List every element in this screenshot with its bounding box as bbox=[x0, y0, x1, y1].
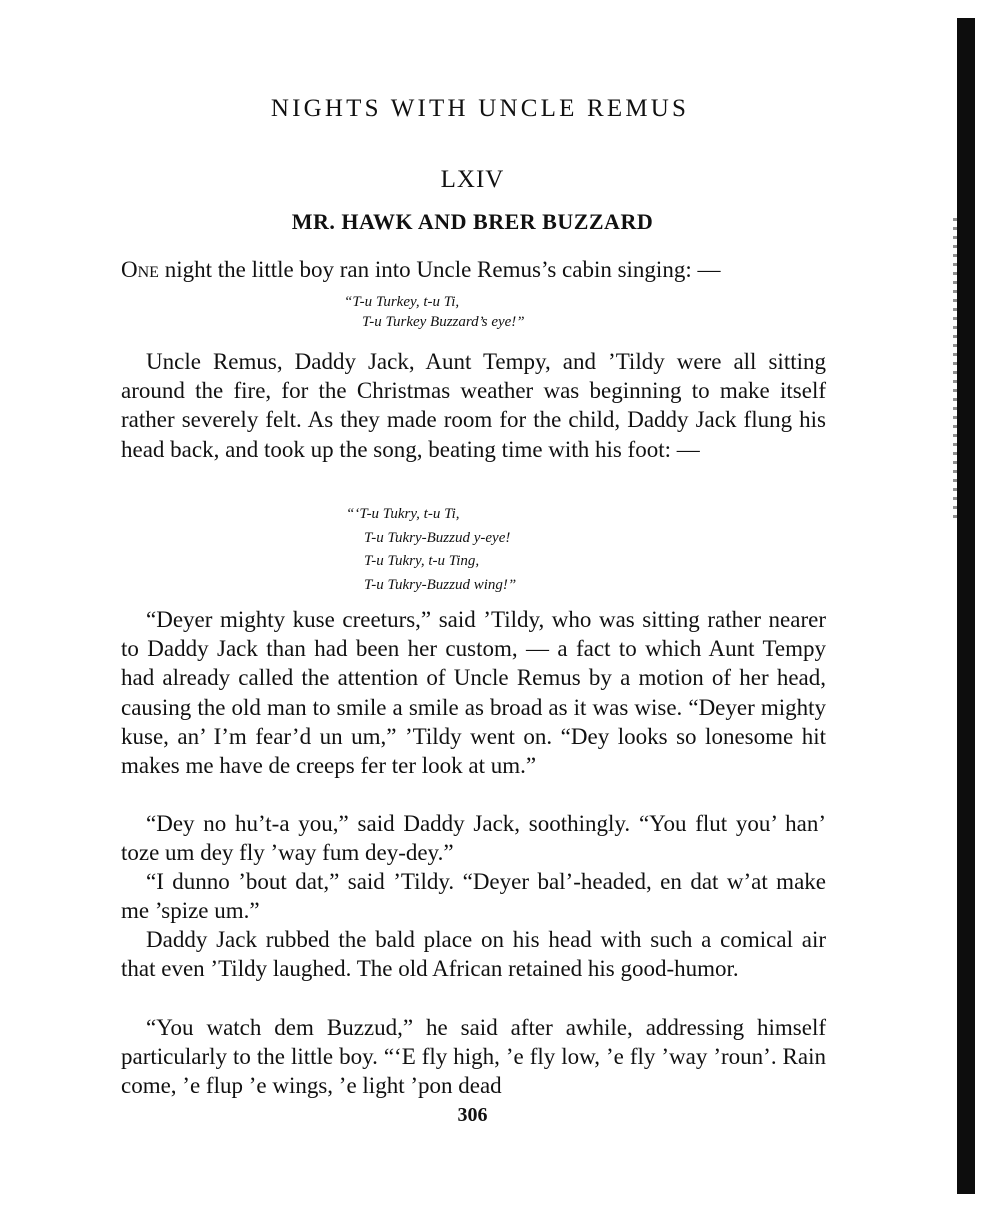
chapter-number: LXIV bbox=[440, 166, 505, 193]
verse-2-line-4: T-u Tukry-Buzzud wing!” bbox=[364, 576, 517, 593]
running-head: NIGHTS WITH UNCLE REMUS bbox=[270, 95, 690, 122]
paragraph-1-text: night the little boy ran into Uncle Remus’s cabin singing: — bbox=[158, 257, 721, 282]
verse-1 bbox=[344, 292, 525, 332]
chapter-title: MR. HAWK AND BRER BUZZARD bbox=[291, 209, 654, 234]
paragraph-7: “You watch dem Buzzud,” he said after awhile, addressing himself particularly to the little boy. “‘E fly high, ’e fly low, ’e fly ’way ’roun’. Rain come, ’e flup ’e wings, ’e light ’pon dead bbox=[121, 1015, 826, 1099]
page-edge-shadow bbox=[957, 18, 975, 1194]
paragraph-2: Uncle Remus, Daddy Jack, Aunt Tempy, and ’Tildy were all sitting around the fire, for the Christmas weather was beginning to make itself rather severely felt. As they made room for the child, Daddy Jack flung his head back, and took up the song, beating time with his foot: — bbox=[121, 349, 826, 462]
page-number: 306 bbox=[457, 1104, 488, 1126]
verse-2-line-3: T-u Tukry, t-u Ting, bbox=[364, 553, 480, 569]
paragraph-1-lead: One bbox=[121, 257, 159, 282]
paragraph-1 bbox=[121, 255, 826, 284]
paragraph-6: Daddy Jack rubbed the bald place on his head with such a comical air that even ’Tildy laughed. The old African retained his good-humor. bbox=[121, 927, 826, 982]
verse-1-line-2: T-u Turkey Buzzard’s eye!” bbox=[362, 314, 525, 330]
verse-1-line-1: “T-u Turkey, t-u Ti, bbox=[344, 294, 460, 310]
verse-2-line-1: “‘T-u Tukry, t-u Ti, bbox=[346, 506, 460, 522]
paragraph-3: “Deyer mighty kuse creeturs,” said ’Tildy, who was sitting rather nearer to Daddy Jack than had been her custom, — a fact to which Aunt Tempy had already called the attention of Uncle Remus by a motion of her head, causing the old man to smile a smile as broad as it was wise. “Deyer mighty kuse, an’ I’m fear’d un um,” ’Tildy went on. “Dey looks so lonesome hit makes me have de creeps fer ter look at um.” bbox=[121, 607, 826, 779]
paragraph-4: “Dey no hu’t-a you,” said Daddy Jack, soothingly. “You flut you’ han’ toze um dey fly ’way fum dey-dey.” bbox=[121, 811, 826, 866]
verse-2 bbox=[346, 503, 516, 597]
verse-2-line-2: T-u Tukry-Buzzud y-eye! bbox=[364, 529, 511, 546]
paragraph-5: “I dunno ’bout dat,” said ’Tildy. “Deyer bal’-headed, en dat w’at make me ’spize um.” bbox=[121, 869, 826, 924]
